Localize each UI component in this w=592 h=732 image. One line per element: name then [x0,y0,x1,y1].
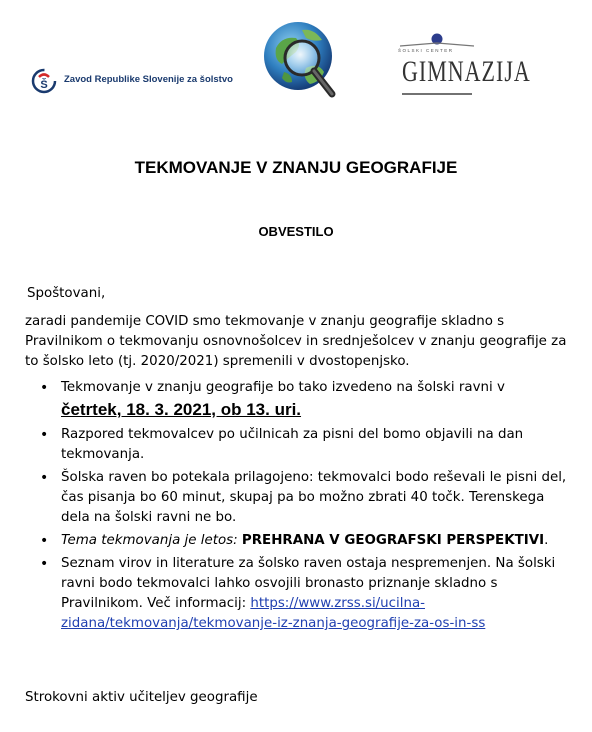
svg-text:Š: Š [40,79,48,91]
gimnazija-tagline: ŠOLSKI CENTER [398,48,454,53]
globe-magnifier-icon [262,18,340,102]
list-item [25,425,575,465]
competition-date: četrtek, 18. 3. 2021, ob 13. uri. [61,400,302,419]
zrss-emblem-icon [30,66,58,96]
document-subtitle: OBVESTILO [258,224,334,239]
list-item [25,378,575,422]
bullet-text: Tekmovanje v znanju geografije bo tako izvedeno na šolski ravni v [61,380,505,395]
zrss-logo [30,66,233,96]
bullet-text: Šolska raven bo potekala prilagojeno: tekmovalci bodo reševali le pisni del, čas pisanja bo 60 minut, skupaj pa bo možno zbrati 40 točk. Terenskega dela na šolski ravni ne bo. [61,470,567,525]
greeting: Spoštovani, [27,286,106,301]
zrss-name: Zavod Republike Slovenije za šolstvo [64,74,233,85]
topic-label: Tema tekmovanja je letos: [61,533,238,548]
info-link[interactable]: https://www.zrss.si/ucilna-zidana/tekmovanja/tekmovanje-iz-znanja-geografije-za-os-in-ss [61,596,486,631]
intro-paragraph: zaradi pandemije COVID smo tekmovanje v znanju geografije skladno s Pravilnikom o tekmovanju osnovnošolcev in srednješolcev v znanju geografije za to šolsko leto (tj. 2020/2021) spremenili v dvostopenjsko. [25,314,567,369]
bullet-list [25,378,575,637]
bullet-text: Seznam virov in literature za šolsko raven ostaja nespremenjen. Na šolski ravni bodo tekmovalci lahko osvojili bronasto priznanje skladno s Pravilnikom. Več informacij: [61,556,556,611]
list-item [25,554,575,634]
signature: Strokovni aktiv učiteljev geografije [25,690,258,705]
list-item [25,468,575,528]
bullet-text: Razpored tekmovalcev po učilnicah za pisni del bomo objavili na dan tekmovanja. [61,427,524,462]
list-item: • Tema tekmovanja je letos: PREHRANA V GEOGRAFSKI PERSPEKTIVI. [25,531,575,551]
gimnazija-wordmark: GIMNAZIJA [402,54,531,88]
topic-value: PREHRANA V GEOGRAFSKI PERSPEKTIVI [241,533,545,548]
gimnazija-logo [392,30,531,102]
document-title: TEKMOVANJE V ZNANJU GEOGRAFIJE [134,158,458,177]
